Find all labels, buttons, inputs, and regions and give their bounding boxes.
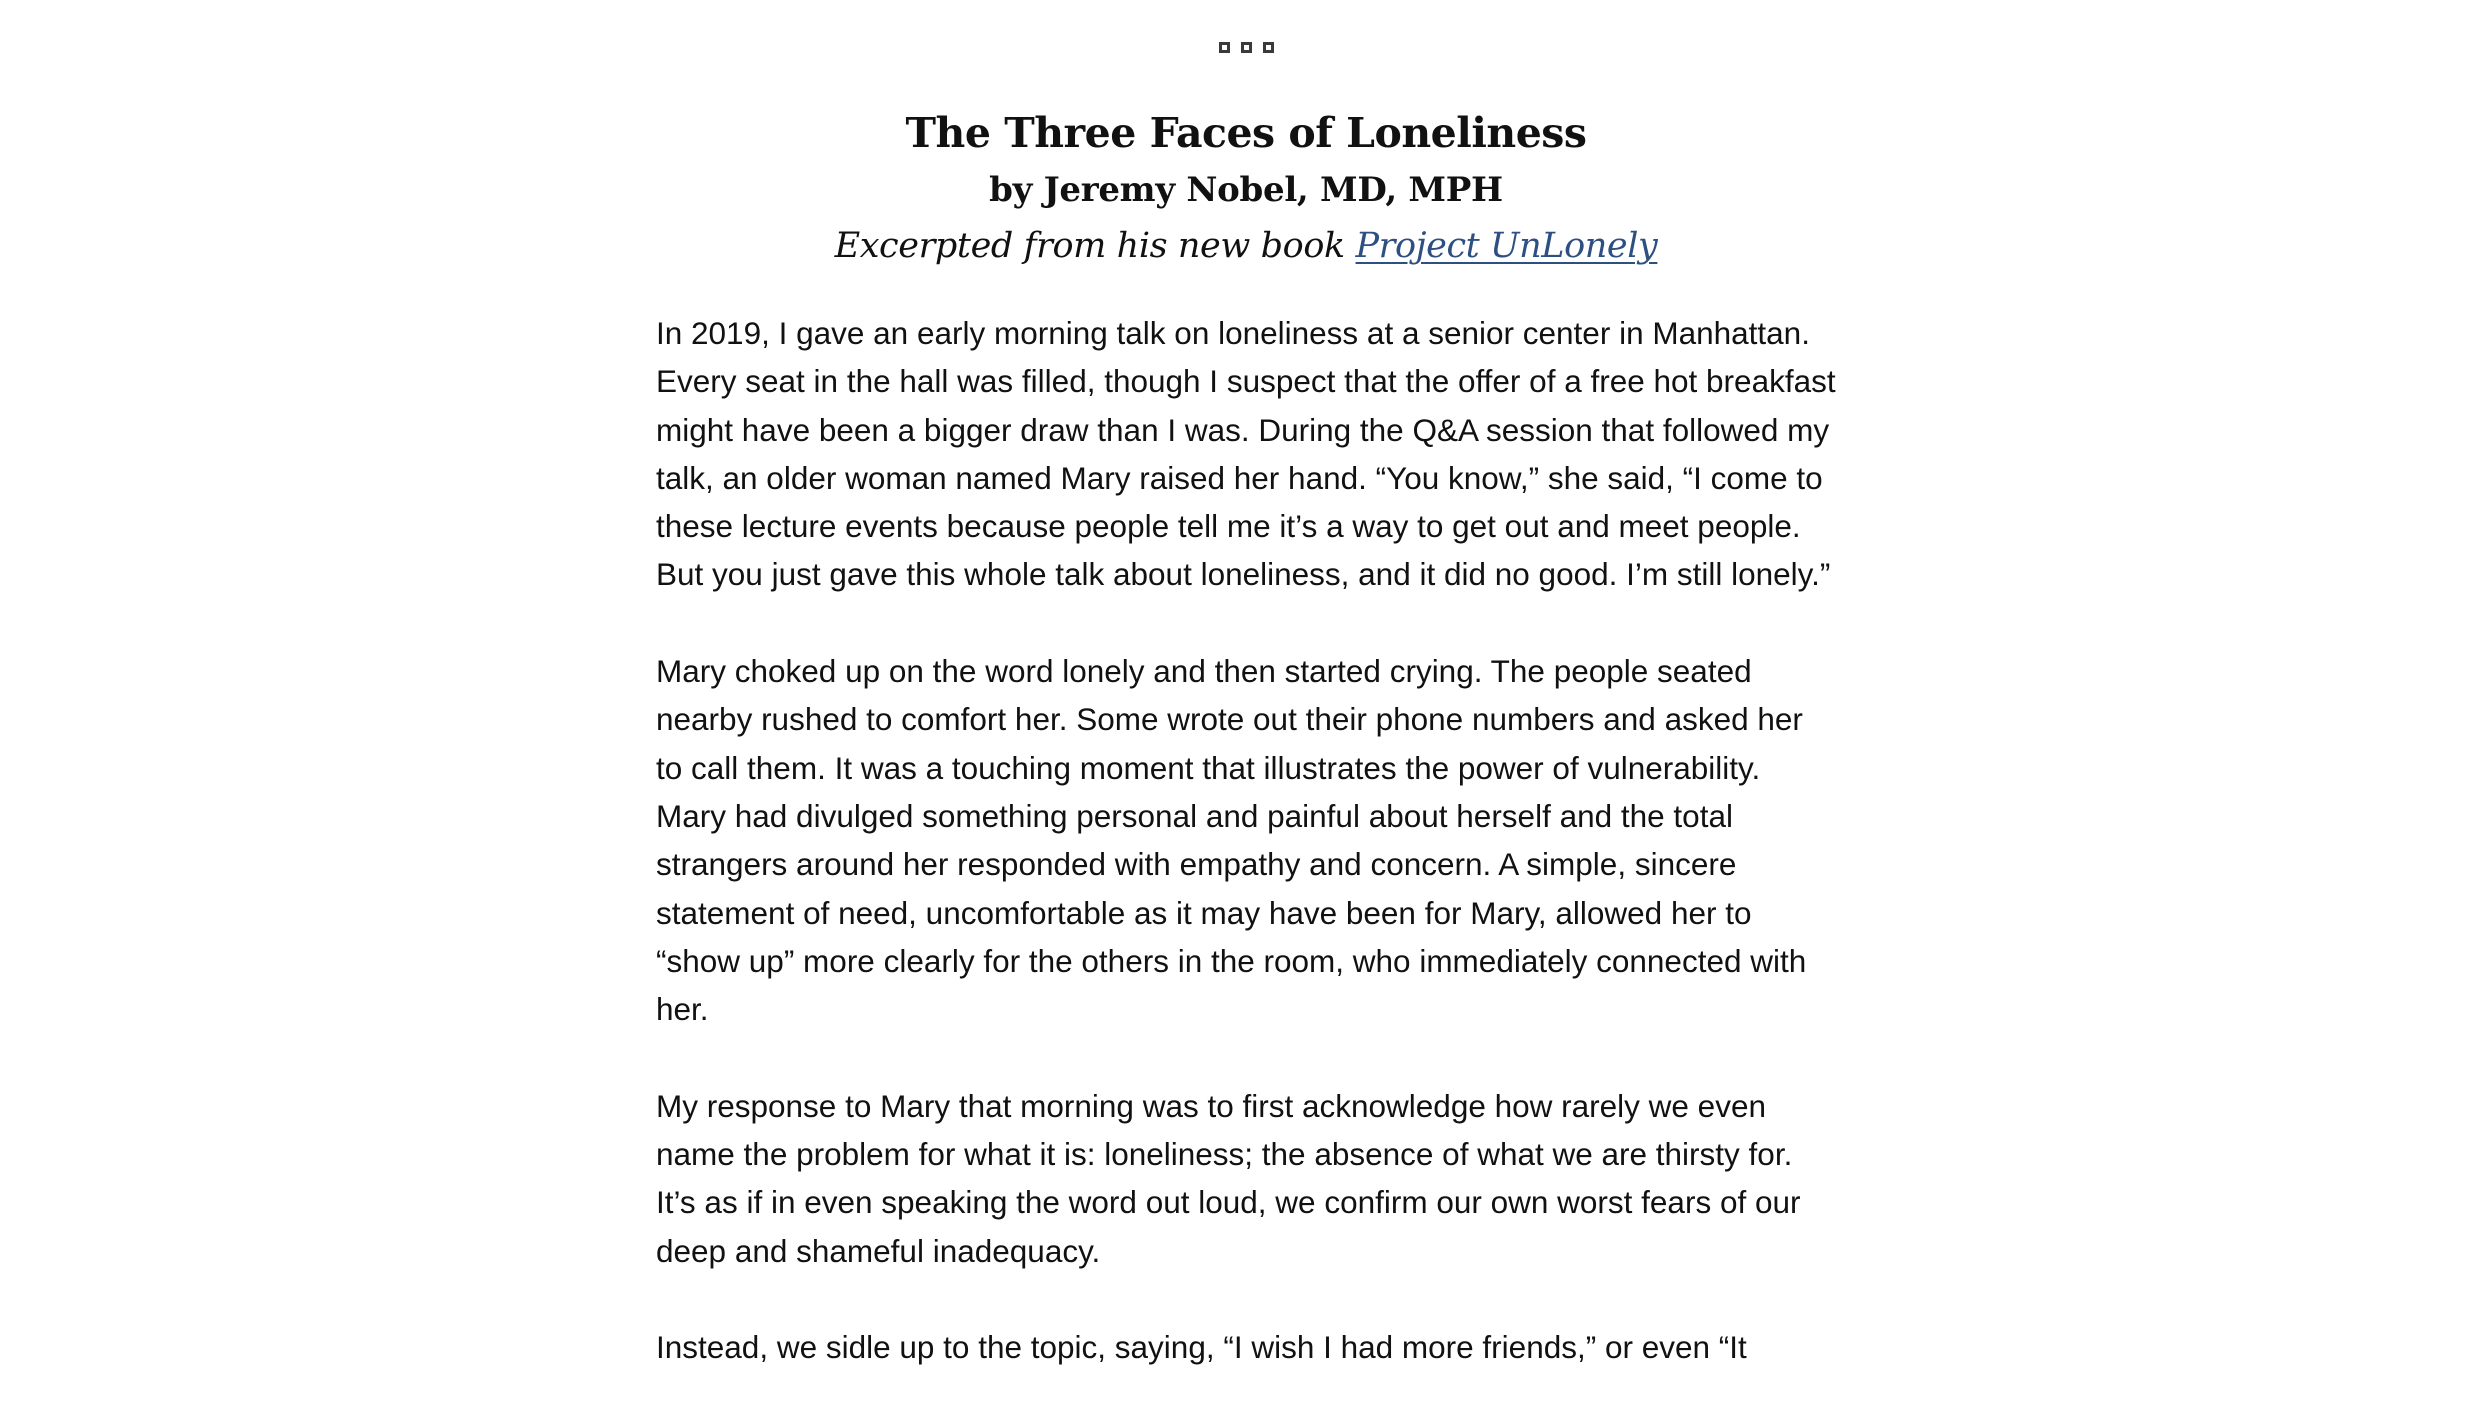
paragraph: Instead, we sidle up to the topic, saying, “I wish I had more friends,” or even “It <box>656 1329 1747 1366</box>
article-byline: by Jeremy Nobel, MD, MPH <box>989 170 1503 210</box>
paragraph: My response to Mary that morning was to first acknowledge how rarely we even name the problem for what it is: loneliness; the absence of what we are thirsty for. It’s as if in even speaking the word out loud, we confirm our own worst fears of our deep and shameful inadequacy. <box>656 1087 1801 1269</box>
book-link[interactable]: Project UnLonely <box>1355 226 1658 266</box>
article-page <box>656 0 1836 1372</box>
square-icon[interactable] <box>1219 42 1230 53</box>
paragraph: In 2019, I gave an early morning talk on loneliness at a senior center in Manhattan. Every seat in the hall was filled, though I suspect that the offer of a free hot breakfast might have been a bigger draw than I was. During the Q&A session that followed my talk, an older woman named Mary raised her hand. “You know,” she said, “I come to these lecture events because people tell me it’s a way to get out and meet people. But you just gave this whole talk about loneliness, and it did no good. I’m still lonely.” <box>656 315 1836 593</box>
toolbar-icons <box>656 36 1836 58</box>
article-body <box>656 309 1836 1372</box>
square-icon[interactable] <box>1241 42 1252 53</box>
article-header <box>656 103 1836 275</box>
paragraph: Mary choked up on the word lonely and then started crying. The people seated nearby rushed to comfort her. Some wrote out their phone numbers and asked her to call them. It was a touching moment that illustrates the power of vulnerability. Mary had divulged something personal and painful about herself and the total strangers around her responded with empathy and concern. A simple, sincere statement of need, uncomfortable as it may have been for Mary, allowed her to “show up” more clearly for the others in the room, who immediately connected with her. <box>656 653 1807 1028</box>
excerpt-prefix: Excerpted from his new book <box>834 226 1356 266</box>
square-icon[interactable] <box>1263 42 1274 53</box>
excerpt-line <box>656 217 1836 275</box>
article-title: The Three Faces of Loneliness <box>905 109 1587 157</box>
